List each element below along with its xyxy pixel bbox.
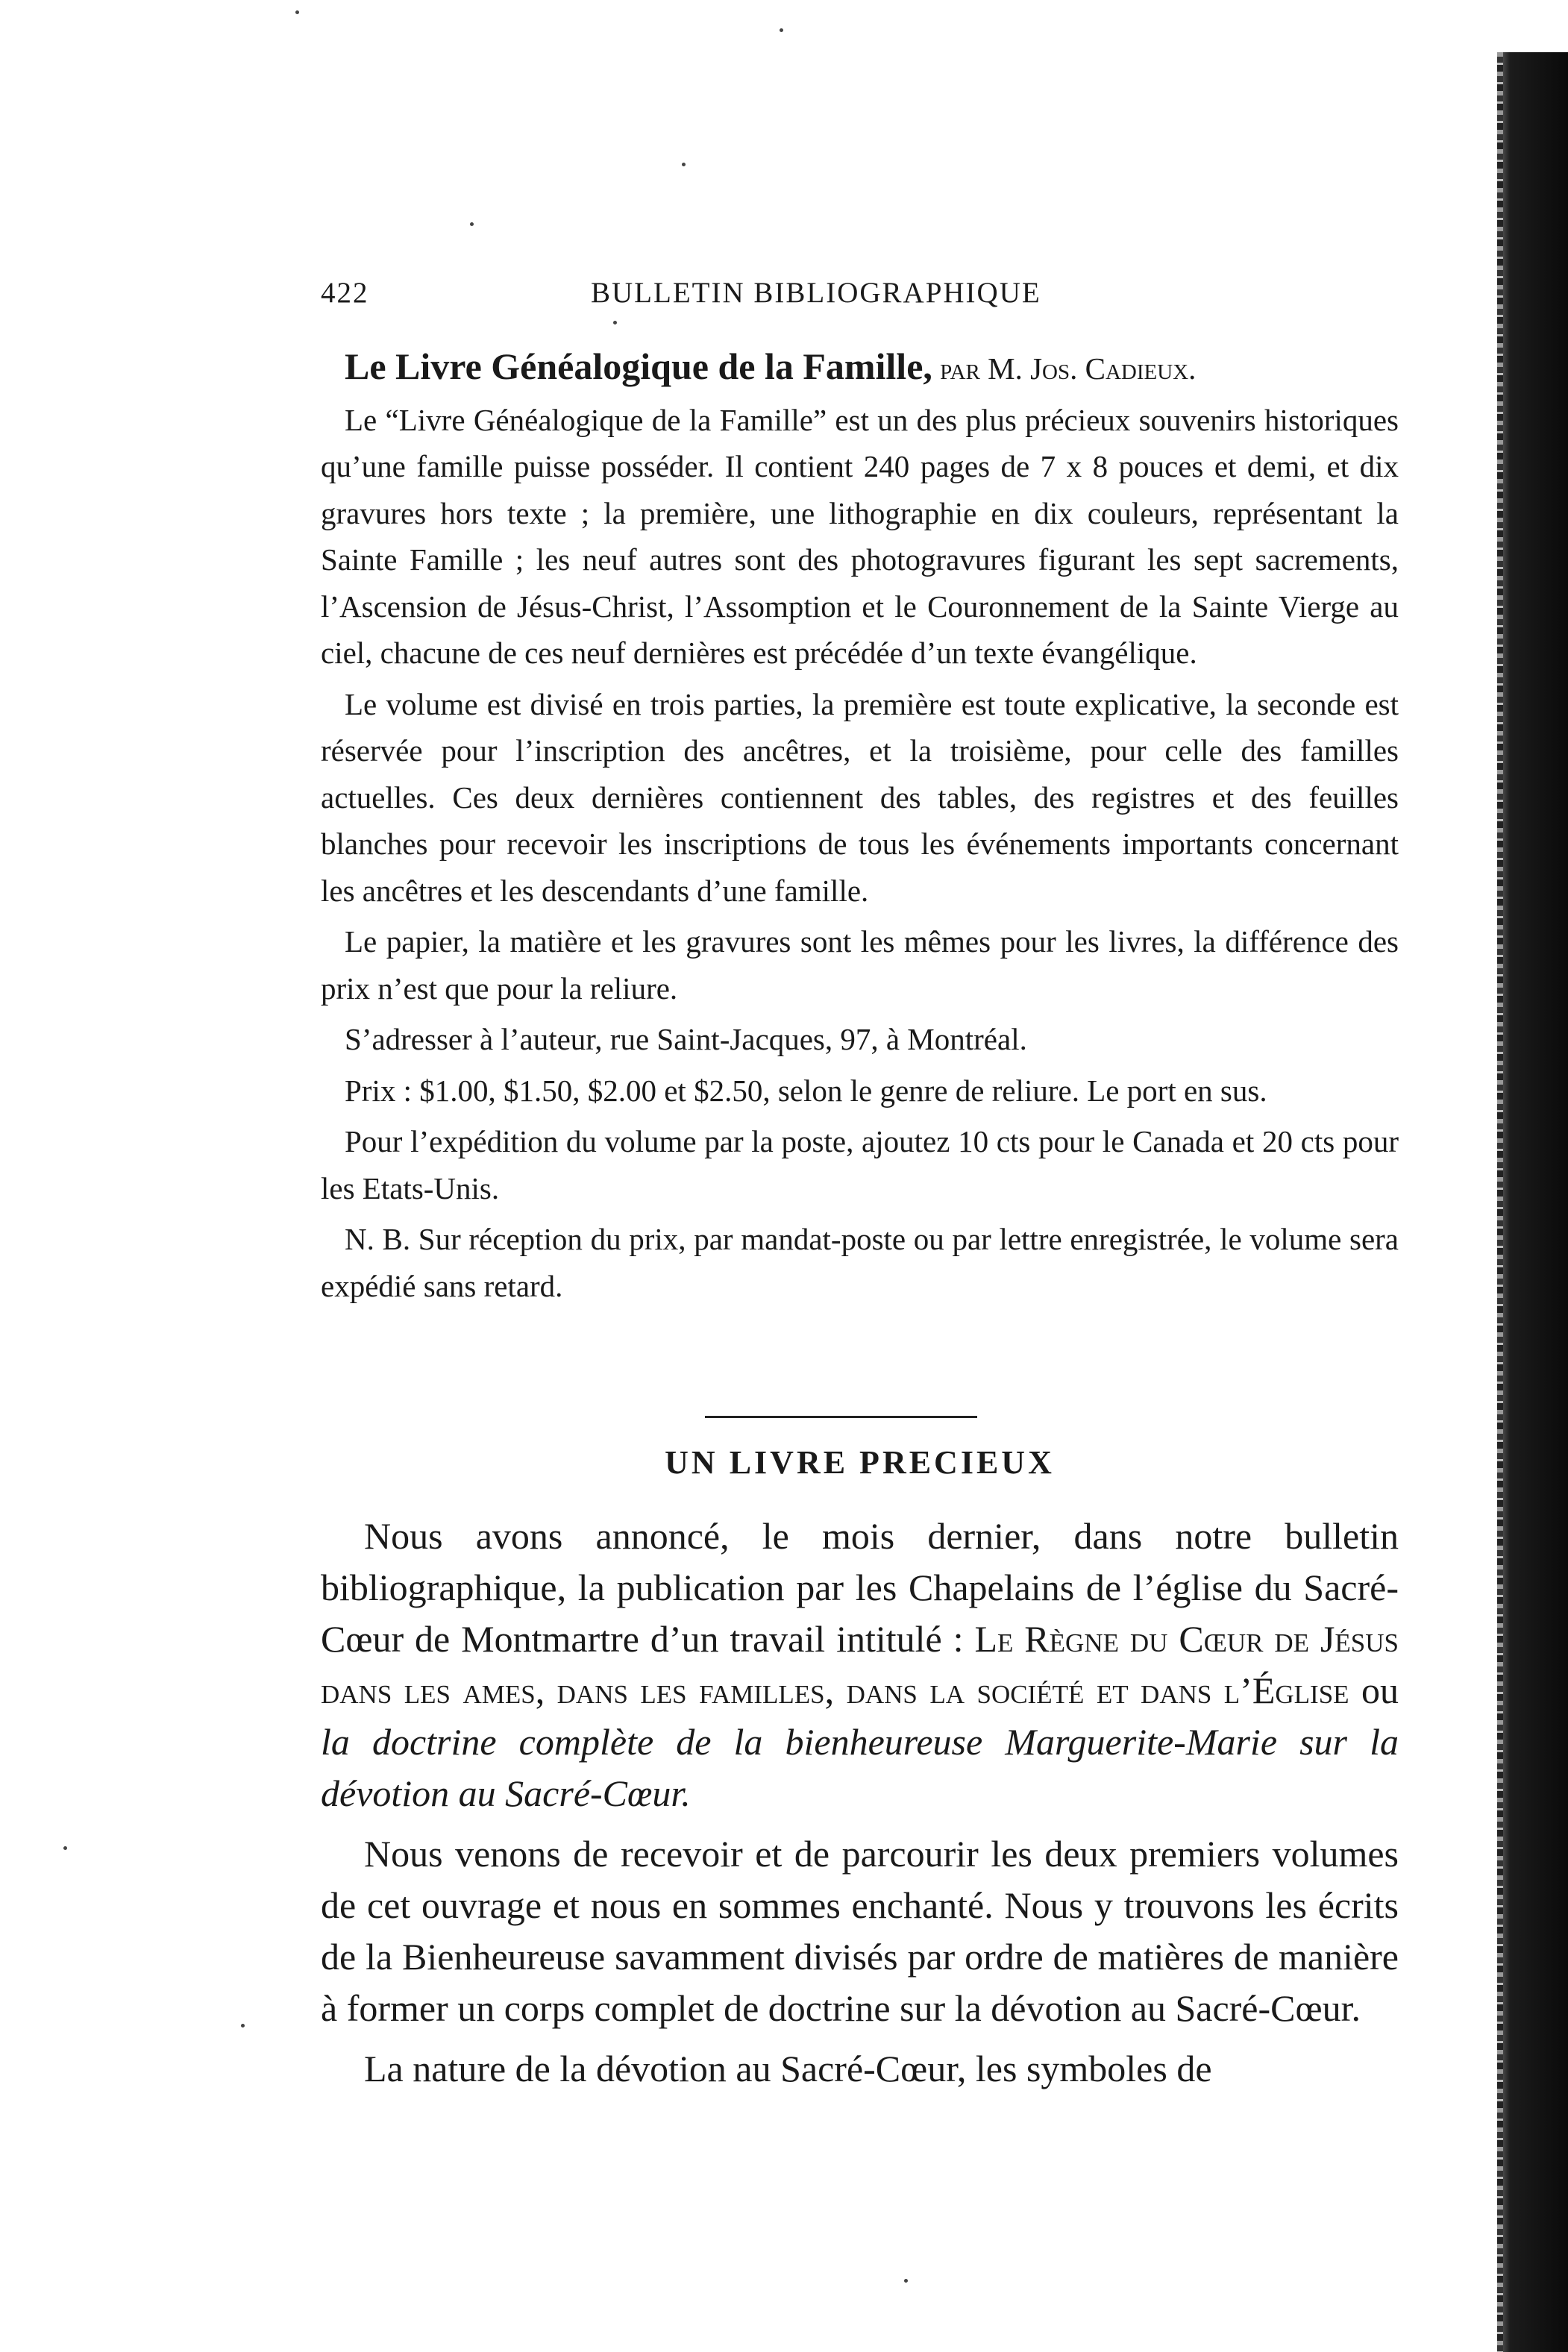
- paragraph-nature: La nature de la dévotion au Sacré-Cœur, les symboles de: [364, 2048, 1212, 2089]
- scan-speck: [682, 163, 686, 166]
- binding-edge-texture: [1497, 52, 1503, 2352]
- binding-edge: [1497, 52, 1568, 2352]
- scan-speck: [295, 10, 299, 14]
- paragraph-price: Prix : $1.00, $1.50, $2.00 et $2.50, selon le genre de reliure. Le port en sus.: [345, 1073, 1267, 1108]
- paragraph-paper: Le papier, la matière et les gravures sont les mêmes pour les livres, la différence des prix n’est que pour la reliure.: [321, 924, 1399, 1006]
- section-divider: [705, 1416, 977, 1418]
- scan-speck: [63, 1846, 67, 1850]
- scan-speck: [904, 2279, 908, 2283]
- scan-speck: [470, 222, 474, 226]
- running-head: [321, 276, 1395, 321]
- scan-speck: [613, 321, 617, 324]
- article-livre-precieux: [321, 1511, 1399, 2104]
- scan-speck: [241, 2024, 245, 2028]
- announcement-or: ou: [1361, 1669, 1399, 1711]
- article-title: [321, 343, 1399, 392]
- announcement-intro: Nous avons annoncé, le mois dernier, dans notre bulletin bibliographique, la publication par les Chapelains de l’église du Sacré-Cœur de Montmartre d’un travail intitulé :: [321, 1515, 1399, 1660]
- running-title: BULLETIN BIBLIOGRAPHIQUE: [591, 277, 1041, 309]
- paragraph-nota-bene: N. B. Sur réception du prix, par mandat-poste ou par lettre enregistrée, le volume sera expédié sans retard.: [321, 1222, 1399, 1303]
- page-number: 422: [321, 277, 369, 309]
- book-title: Le Livre Généalogique de la Famille,: [345, 345, 932, 387]
- paragraph-announcement: [321, 1511, 1399, 1819]
- paragraph-shipping: Pour l’expédition du volume par la poste, ajoutez 10 cts pour le Canada et 20 cts pour les Etats-Unis.: [321, 1124, 1399, 1205]
- paragraph-volume-parts: Le volume est divisé en trois parties, la première est toute explicative, la seconde est réservée pour l’inscription des ancêtres, et la troisième, pour celle des familles actuelles. Ces deux dernières contiennent des tables, des registres et des feuilles blanches pour recevoir les inscriptions de tous les événements importants concernant les ancêtres et les descendants d’une famille.: [321, 686, 1399, 908]
- section-heading: UN LIVRE PRECIEUX: [665, 1444, 1055, 1481]
- article-byline: par M. Jos. Cadieux.: [940, 351, 1197, 386]
- article-genealogique: [321, 343, 1399, 1314]
- work-subtitle: la doctrine complète de la bienheureuse Marguerite-Marie sur la dévotion au Sacré-Cœur.: [321, 1721, 1399, 1814]
- paragraph-description: Le “Livre Généalogique de la Famille” est un des plus précieux souvenirs historiques qu’une famille puisse posséder. Il contient 240 pages de 7 x 8 pouces et demi, et dix gravures hors texte ; la première, une lithographie en dix couleurs, représentant la Sainte Famille ; les neuf autres sont des photogravures figurant les sept sacrements, l’Ascension de Jésus-Christ, l’Assomption et le Couronnement de la Sainte Vierge au ciel, chacune de ces neuf dernières est précédée d’un texte évangélique.: [321, 402, 1399, 670]
- paragraph-address: S’adresser à l’auteur, rue Saint-Jacques, 97, à Montréal.: [345, 1022, 1027, 1056]
- work-title: Le Règne du Cœur de Jésus dans les ames, dans les familles, dans la société et dans l’Église: [321, 1618, 1399, 1711]
- paragraph-review: Nous venons de recevoir et de parcourir les deux premiers volumes de cet ouvrage et nous en sommes enchanté. Nous y trouvons les écrits de la Bienheureuse savamment divisés par ordre de matières de manière à former un corps complet de doctrine sur la dévotion au Sacré-Cœur.: [321, 1833, 1399, 2029]
- scan-speck: [780, 28, 783, 32]
